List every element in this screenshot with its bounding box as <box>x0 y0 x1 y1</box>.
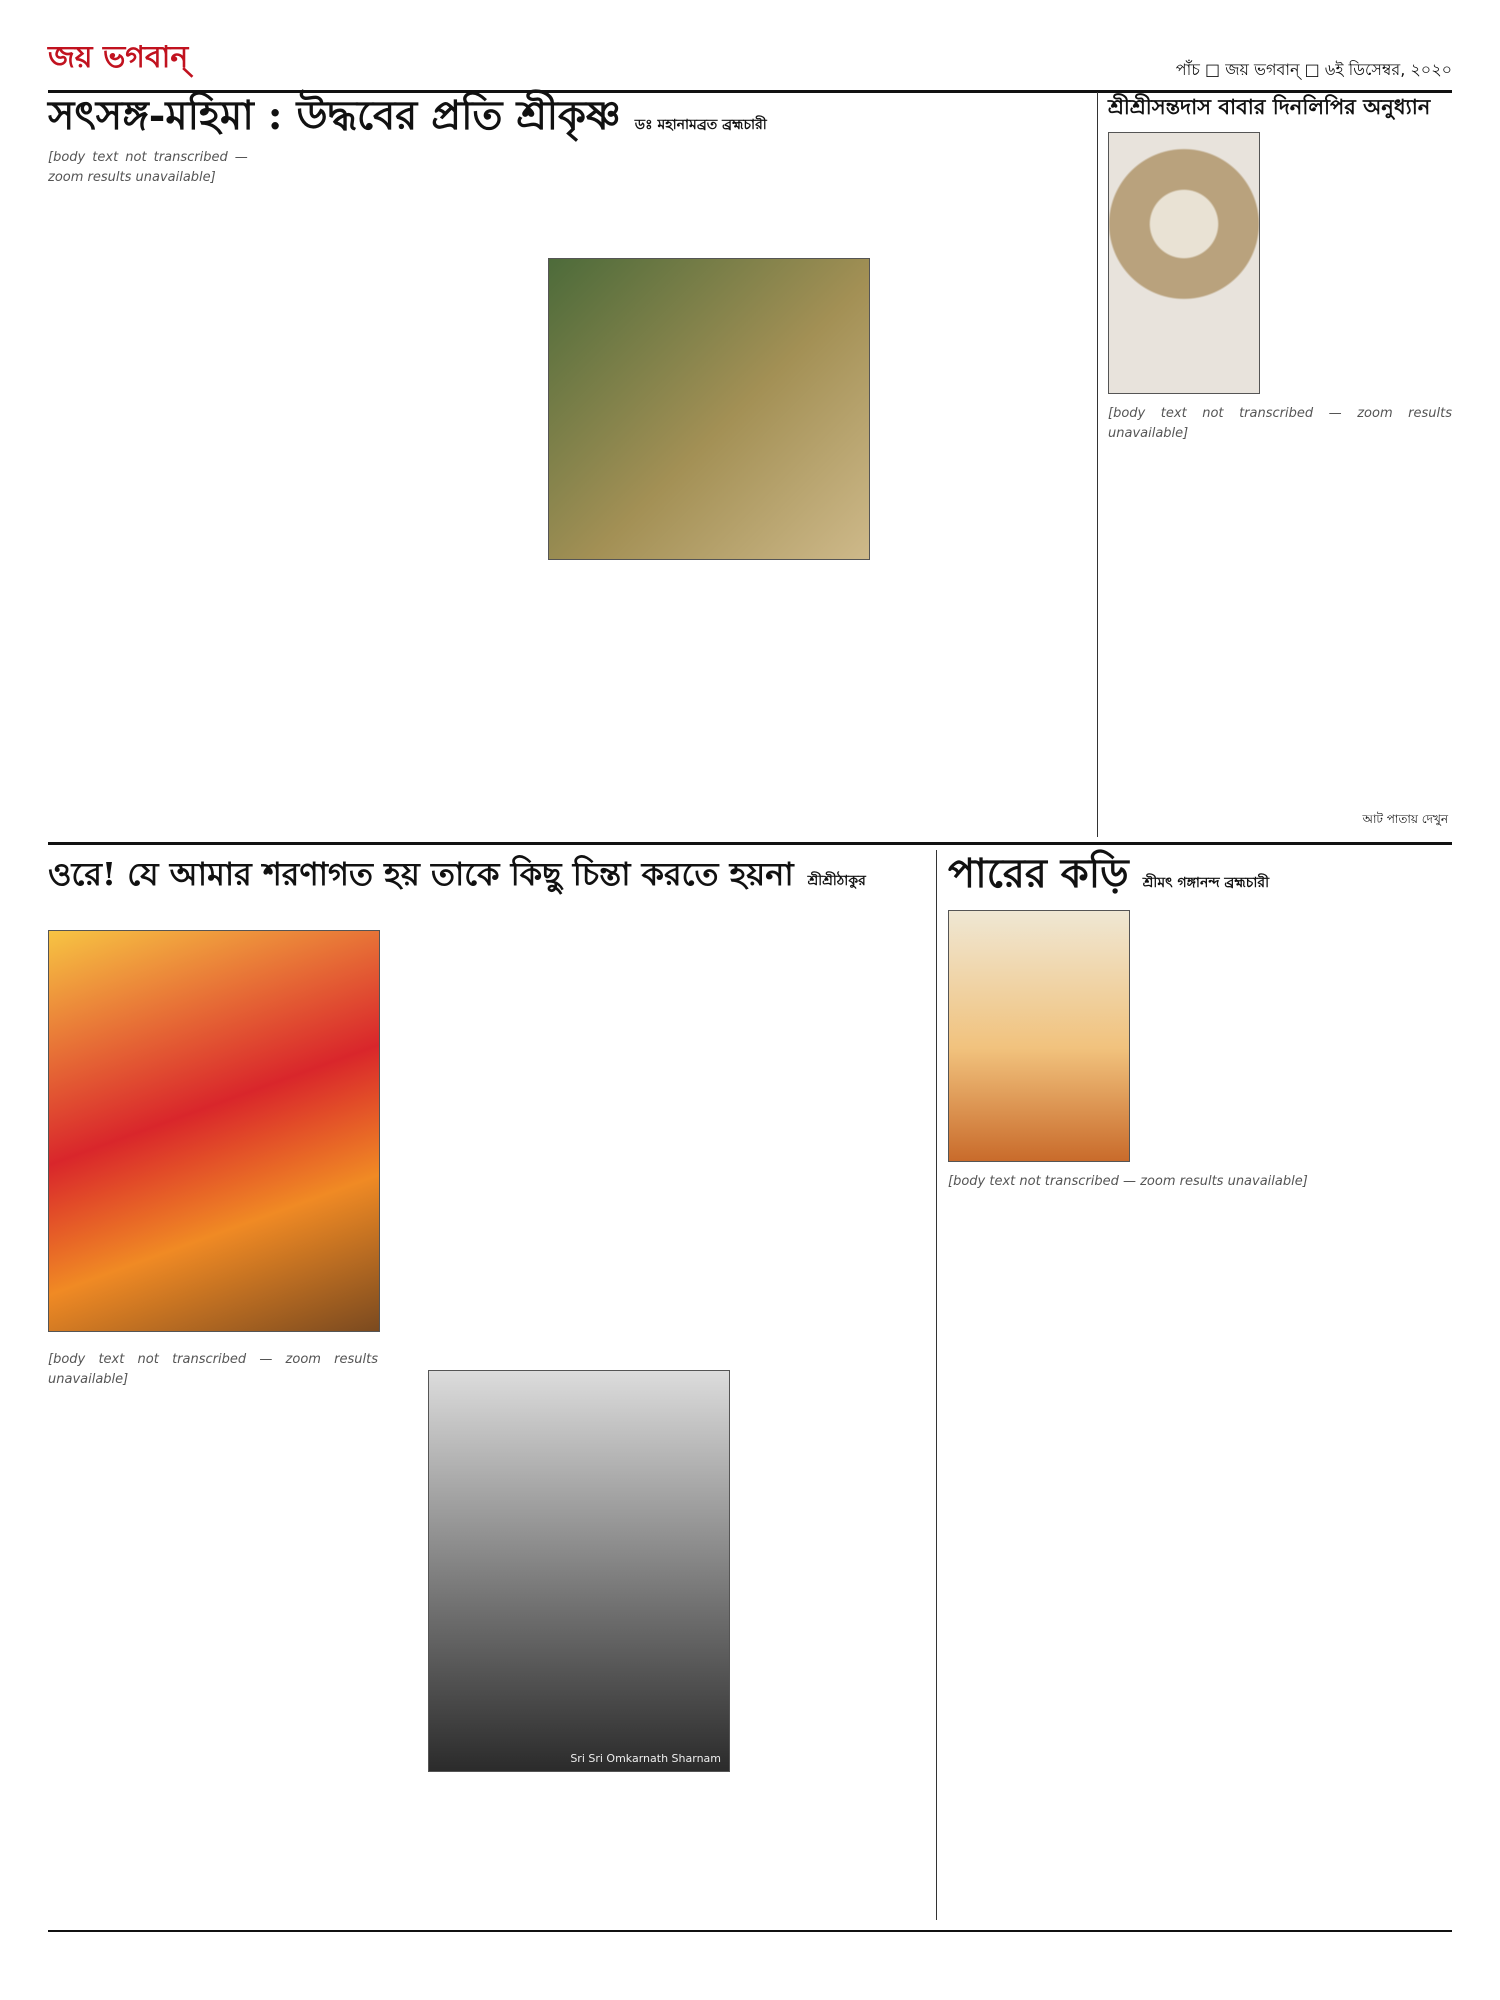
band-divider <box>48 842 1452 845</box>
bottom-band <box>48 850 1452 1920</box>
footer-rule <box>48 1930 1452 1932</box>
article-satsanga-body: [body text not transcribed — zoom results unavailable] <box>48 150 248 185</box>
article-sharanagata-headline: ওরে! যে আমার শরণাগত হয় তাকে কিছু চিন্তা করতে হয়না <box>48 855 794 893</box>
article-satsanga-headline: সৎসঙ্গ-মহিমা : উদ্ধবের প্রতি শ্রীকৃষ্ণ <box>48 92 621 139</box>
article-parer-kori-headline: পারের কড়ি <box>948 850 1129 897</box>
article-sharanagata-photo <box>428 1370 730 1772</box>
masthead-issue-line: পাঁচ □ জয় ভগবান্ □ ৬ই ডিসেম্বর, ২০২০ <box>1175 60 1452 79</box>
article-dinalipi-continued[interactable]: আট পাতায় দেখুন <box>1362 812 1448 826</box>
article-sharanagata-body: [body text not transcribed — zoom results unavailable] <box>48 1352 378 1387</box>
article-sharanagata <box>48 850 928 1920</box>
article-dinalipi-headline: শ্রীশ্রীসন্তদাস বাবার দিনলিপির অনুধ্যান <box>1108 94 1431 119</box>
article-dinalipi-body: [body text not transcribed — zoom results unavailable] <box>1108 406 1452 441</box>
article-sharanagata-durga-image <box>48 930 380 1332</box>
article-satsanga <box>48 92 1087 828</box>
article-satsanga-byline: ডঃ মহানামব্রত ব্রহ্মচারী <box>634 117 767 133</box>
article-sharanagata-byline: শ্রীশ্রীঠাকুর <box>807 873 866 889</box>
masthead <box>48 40 1452 93</box>
article-parer-kori <box>948 850 1452 1920</box>
column-divider <box>936 850 937 1920</box>
article-parer-kori-photo <box>948 910 1130 1162</box>
article-satsanga-photo <box>548 258 870 560</box>
masthead-brand: জয় ভগবান্ <box>48 40 189 75</box>
article-sharanagata-photo-caption: Sri Sri Omkarnath Sharnam <box>570 1752 721 1765</box>
top-band <box>48 92 1452 837</box>
article-dinalipi <box>1097 92 1452 837</box>
article-parer-kori-byline: শ্রীমৎ গঙ্গানন্দ ব্রহ্মচারী <box>1142 875 1270 891</box>
article-parer-kori-body: [body text not transcribed — zoom results unavailable] <box>948 1174 1308 1189</box>
article-dinalipi-photo <box>1108 132 1260 394</box>
